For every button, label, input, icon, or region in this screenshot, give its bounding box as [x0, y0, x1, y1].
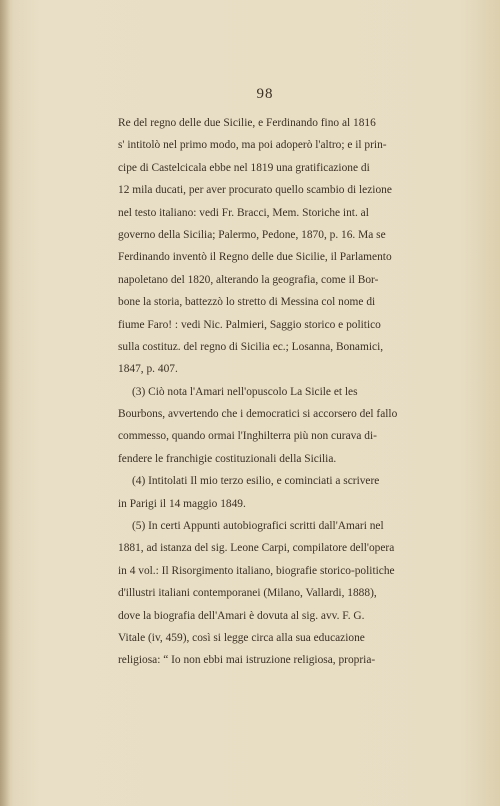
footnote-3-line: (3) Ciò nota l'Amari nell'opuscolo La Sicile et les	[132, 385, 358, 398]
text-line: d'illustri italiani contemporanei (Milano, Vallardi, 1888),	[118, 587, 377, 600]
text-line: governo della Sicilia; Palermo, Pedone, 1870, p. 16. Ma se	[118, 228, 386, 241]
text-line: religiosa: “ Io non ebbi mai istruzione religiosa, propria-	[118, 654, 376, 667]
text-line: fendere le franchigie costituzionali della Sicilia.	[118, 452, 337, 465]
text-line: nel testo italiano: vedi Fr. Bracci, Mem. Storiche int. al	[118, 206, 369, 219]
text-line: commesso, quando ormai l'Inghilterra più non curava di-	[118, 430, 377, 443]
page-number: 98	[256, 86, 274, 102]
text-line: in Parigi il 14 maggio 1849.	[118, 497, 246, 510]
text-line: napoletano del 1820, alterando la geografia, come il Bor-	[118, 273, 379, 286]
footnote-text	[118, 112, 420, 672]
footnote-4-line: (4) Intitolati Il mio terzo esilio, e cominciati a scrivere	[132, 475, 380, 488]
text-line: Re del regno delle due Sicilie, e Ferdinando fino al 1816	[118, 117, 376, 129]
text-line: 1881, ad istanza del sig. Leone Carpi, compilatore dell'opera	[118, 542, 395, 555]
page-gutter-shadow	[0, 0, 10, 806]
text-line: Ferdinando inventò il Regno delle due Sicilie, il Parlamento	[118, 251, 392, 264]
footnote-5-line: (5) In certi Appunti autobiografici scritti dall'Amari nel	[132, 520, 384, 533]
text-line: sulla costituz. del regno di Sicilia ec.; Losanna, Bonamici,	[118, 340, 384, 353]
text-line: fiume Faro! : vedi Nic. Palmieri, Saggio storico e politico	[118, 318, 381, 331]
text-line: 1847, p. 407.	[118, 363, 178, 376]
text-line: 12 mila ducati, per aver procurato quello scambio di lezione	[118, 184, 392, 197]
text-line: dove la biografia dell'Amari è dovuta al sig. avv. F. G.	[118, 609, 365, 622]
text-line: s' intitolò nel primo modo, ma poi adoperò l'altro; e il prin-	[118, 139, 387, 152]
text-line: bone la storia, battezzò lo stretto di Messina col nome di	[118, 296, 376, 309]
text-line: cipe di Castelcicala ebbe nel 1819 una gratificazione di	[118, 161, 370, 174]
text-line: Vitale (iv, 459), così si legge circa alla sua educazione	[118, 631, 365, 644]
text-line: Bourbons, avvertendo che i democratici si accorsero del fallo	[118, 408, 398, 421]
text-line: in 4 vol.: Il Risorgimento italiano, biografie storico-politiche	[118, 564, 395, 577]
